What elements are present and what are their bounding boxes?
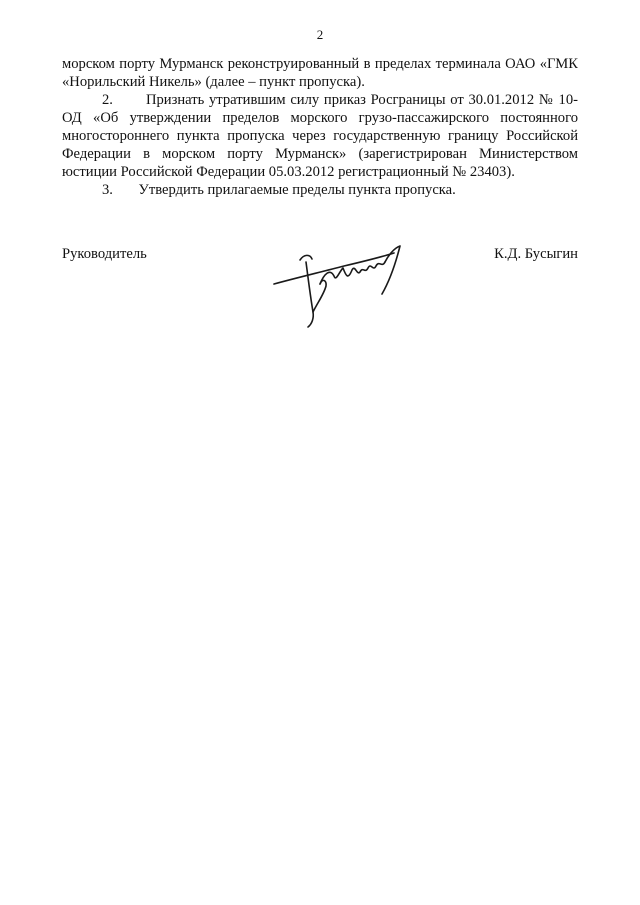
page-number: 2 [316,27,324,42]
paragraph-continuation: морском порту Мурманск реконструированный в пределах терминала ОАО «ГМК «Норильский Никель» (далее – пункт пропуска). [62,56,578,90]
signature-block [62,246,578,336]
handwritten-signature [266,232,416,332]
paragraph-item-3: 3. Утвердить прилагаемые пределы пункта пропуска. [102,182,456,198]
signatory-title: Руководитель [62,246,147,262]
signatory-name: К.Д. Бусыгин [494,246,578,262]
document-body [62,55,578,199]
paragraph-item-2: 2. Признать утратившим силу приказ Росграницы от 30.01.2012 № 10-ОД «Об утверждении пределов морского грузо-пассажирского постоянного многостороннего пункта пропуска через государственную границу Российской Федерации в морском порту Мурманск» (зарегистрирован Министерством юстиции Российской Федерации 05.03.2012 регистрационный № 23403). [62,92,578,180]
